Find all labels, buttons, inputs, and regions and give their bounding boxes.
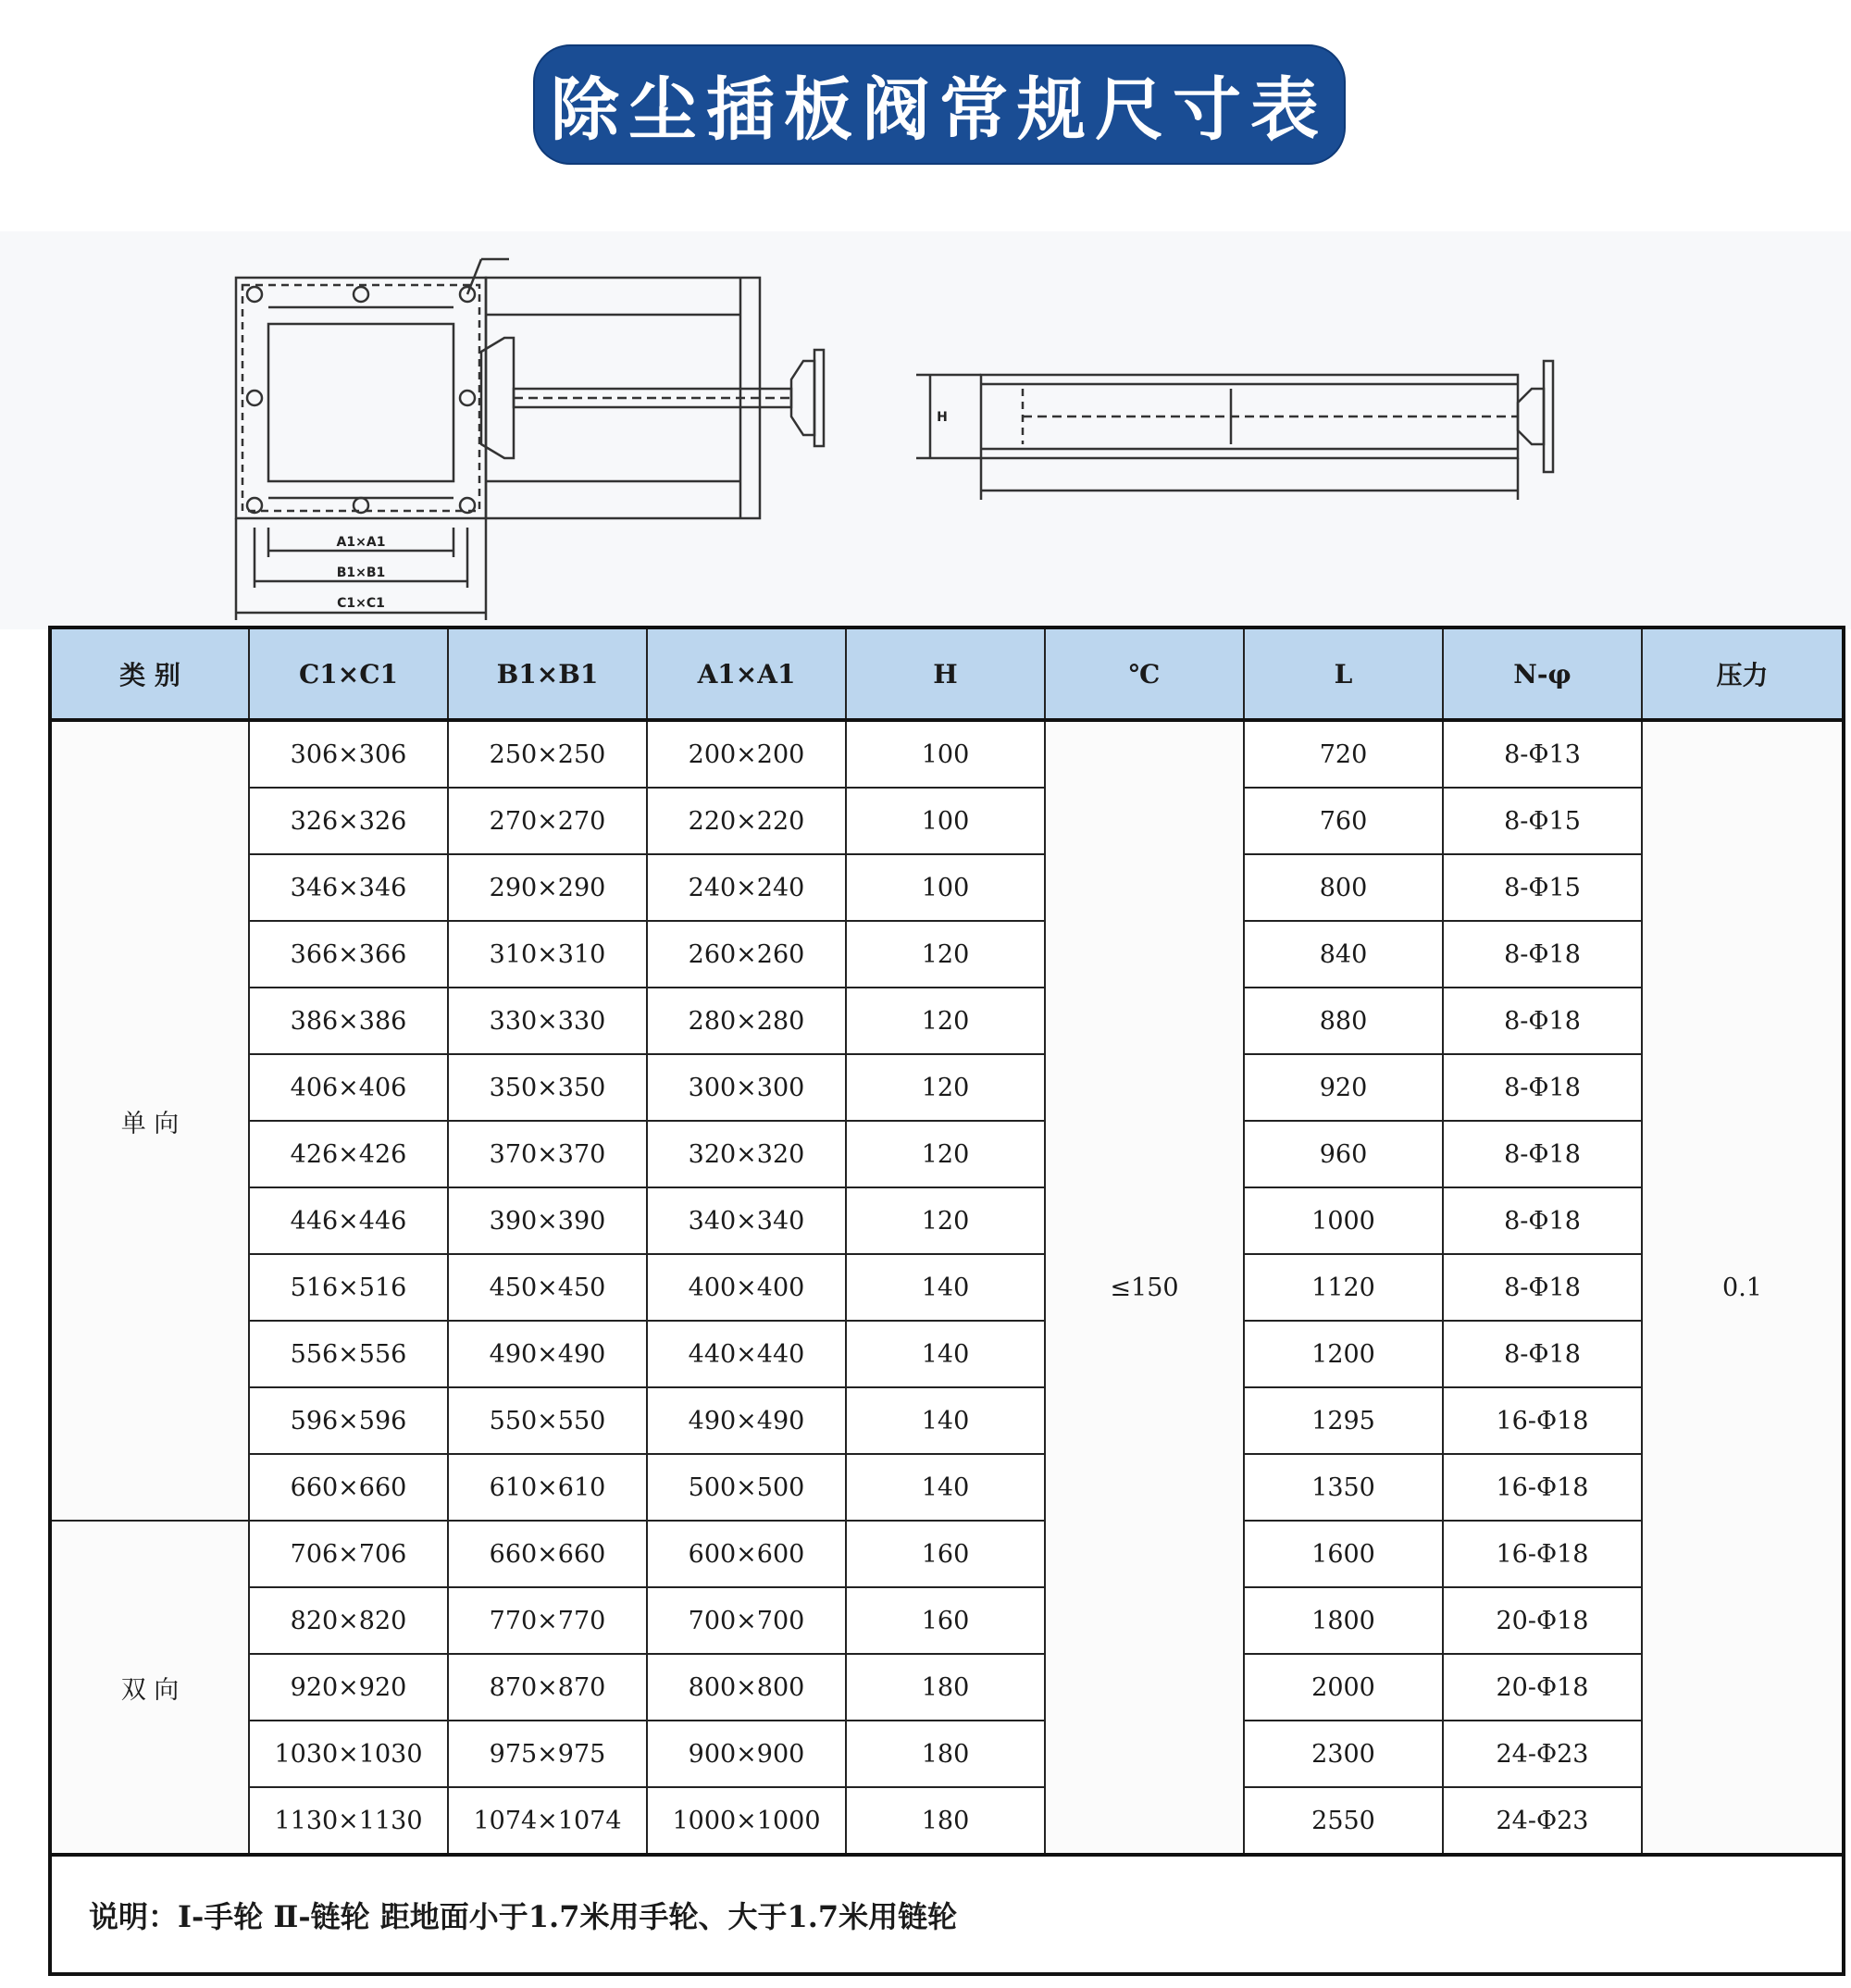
table-cell: 326×326 <box>249 788 448 854</box>
table-cell: 1130×1130 <box>249 1787 448 1855</box>
column-header: ℃ <box>1045 627 1244 720</box>
table-cell: 8-Φ18 <box>1443 1187 1642 1254</box>
table-cell: 280×280 <box>647 988 846 1054</box>
table-cell: 350×350 <box>448 1054 647 1121</box>
table-row <box>50 1387 1844 1454</box>
page-title: 除尘插板阀常规尺寸表 <box>533 44 1346 165</box>
table-cell: 140 <box>846 1454 1045 1521</box>
table-cell: 975×975 <box>448 1721 647 1787</box>
table-cell: 516×516 <box>249 1254 448 1321</box>
category-cell: 单 向 <box>50 720 249 1521</box>
table-cell: 920 <box>1244 1054 1443 1121</box>
table-cell: 556×556 <box>249 1321 448 1387</box>
table-row <box>50 988 1844 1054</box>
table-cell: 870×870 <box>448 1654 647 1721</box>
table-cell: 8-Φ18 <box>1443 1254 1642 1321</box>
table-cell: 8-Φ18 <box>1443 1121 1642 1187</box>
table-cell: 8-Φ13 <box>1443 720 1642 788</box>
table-cell: 660×660 <box>448 1521 647 1587</box>
table-row <box>50 1587 1844 1654</box>
table-cell: 1000 <box>1244 1187 1443 1254</box>
table-cell: 180 <box>846 1787 1045 1855</box>
table-cell: 440×440 <box>647 1321 846 1387</box>
dim-label-h: H <box>937 410 948 425</box>
table-cell: 800 <box>1244 854 1443 921</box>
table-cell: 100 <box>846 854 1045 921</box>
table-cell: 426×426 <box>249 1121 448 1187</box>
table-cell: 346×346 <box>249 854 448 921</box>
table-cell: 1350 <box>1244 1454 1443 1521</box>
table-cell: 550×550 <box>448 1387 647 1454</box>
table-cell: 306×306 <box>249 720 448 788</box>
table-row <box>50 720 1844 788</box>
table-row <box>50 921 1844 988</box>
column-header: L <box>1244 627 1443 720</box>
table-cell: 8-Φ18 <box>1443 921 1642 988</box>
dimension-table <box>48 626 1845 1976</box>
table-cell: 490×490 <box>647 1387 846 1454</box>
table-cell: 8-Φ18 <box>1443 1321 1642 1387</box>
table-cell: 200×200 <box>647 720 846 788</box>
table-row <box>50 854 1844 921</box>
table-cell: 1030×1030 <box>249 1721 448 1787</box>
column-header: B1×B1 <box>448 627 647 720</box>
column-header: 压力 <box>1642 627 1844 720</box>
pressure-cell: 0.1 <box>1642 720 1844 1855</box>
table-cell: 1200 <box>1244 1321 1443 1387</box>
table-row <box>50 788 1844 854</box>
table-cell: 180 <box>846 1721 1045 1787</box>
technical-drawing <box>0 231 1851 629</box>
table-cell: 770×770 <box>448 1587 647 1654</box>
table-cell: 120 <box>846 1121 1045 1187</box>
column-header: H <box>846 627 1045 720</box>
table-cell: 2300 <box>1244 1721 1443 1787</box>
table-row <box>50 1254 1844 1321</box>
table-cell: 880 <box>1244 988 1443 1054</box>
table-cell: 140 <box>846 1387 1045 1454</box>
table-cell: 100 <box>846 788 1045 854</box>
valve-drawing <box>0 231 1851 629</box>
table-row <box>50 1454 1844 1521</box>
table-cell: 320×320 <box>647 1121 846 1187</box>
table-cell: 140 <box>846 1254 1045 1321</box>
table-cell: 290×290 <box>448 854 647 921</box>
table-cell: 1000×1000 <box>647 1787 846 1855</box>
table-cell: 120 <box>846 921 1045 988</box>
table-cell: 160 <box>846 1587 1045 1654</box>
column-header: N-φ <box>1443 627 1642 720</box>
table-cell: 250×250 <box>448 720 647 788</box>
table-cell: 490×490 <box>448 1321 647 1387</box>
table-cell: 8-Φ15 <box>1443 788 1642 854</box>
table-row <box>50 1054 1844 1121</box>
table-cell: 920×920 <box>249 1654 448 1721</box>
temperature-cell: ≤150 <box>1045 720 1244 1855</box>
column-header: A1×A1 <box>647 627 846 720</box>
dim-label-c1: C1×C1 <box>337 596 385 611</box>
front-flange-dashed <box>242 285 479 511</box>
table-cell: 160 <box>846 1521 1045 1587</box>
table-cell: 260×260 <box>647 921 846 988</box>
table-row <box>50 1721 1844 1787</box>
category-cell: 双 向 <box>50 1521 249 1855</box>
table-cell: 1074×1074 <box>448 1787 647 1855</box>
table-cell: 340×340 <box>647 1187 846 1254</box>
table-cell: 270×270 <box>448 788 647 854</box>
table-cell: 596×596 <box>249 1387 448 1454</box>
table-cell: 820×820 <box>249 1587 448 1654</box>
table-cell: 450×450 <box>448 1254 647 1321</box>
table-cell: 2550 <box>1244 1787 1443 1855</box>
table-cell: 20-Φ18 <box>1443 1587 1642 1654</box>
table-cell: 390×390 <box>448 1187 647 1254</box>
table-cell: 2000 <box>1244 1654 1443 1721</box>
table-cell: 120 <box>846 1187 1045 1254</box>
table-cell: 16-Φ18 <box>1443 1387 1642 1454</box>
table-cell: 24-Φ23 <box>1443 1721 1642 1787</box>
table-cell: 700×700 <box>647 1587 846 1654</box>
table-cell: 1295 <box>1244 1387 1443 1454</box>
table-cell: 240×240 <box>647 854 846 921</box>
table-row <box>50 1521 1844 1587</box>
table-cell: 120 <box>846 1054 1045 1121</box>
table-cell: 220×220 <box>647 788 846 854</box>
table-cell: 760 <box>1244 788 1443 854</box>
note-row <box>50 1855 1844 1974</box>
note-text: 说明：Ⅰ-手轮 Ⅱ-链轮 距地面小于1.7米用手轮、大于1.7米用链轮 <box>50 1855 1844 1974</box>
table-cell: 840 <box>1244 921 1443 988</box>
table-cell: 370×370 <box>448 1121 647 1187</box>
table-cell: 310×310 <box>448 921 647 988</box>
table-cell: 386×386 <box>249 988 448 1054</box>
table-cell: 300×300 <box>647 1054 846 1121</box>
table-cell: 600×600 <box>647 1521 846 1587</box>
table-cell: 140 <box>846 1321 1045 1387</box>
table-header-row <box>50 627 1844 720</box>
table-cell: 330×330 <box>448 988 647 1054</box>
table-row <box>50 1654 1844 1721</box>
table-cell: 900×900 <box>647 1721 846 1787</box>
table-row <box>50 1187 1844 1254</box>
table-cell: 500×500 <box>647 1454 846 1521</box>
table-cell: 120 <box>846 988 1045 1054</box>
dim-label-a1: A1×A1 <box>336 535 386 550</box>
table-cell: 446×446 <box>249 1187 448 1254</box>
table-cell: 800×800 <box>647 1654 846 1721</box>
table-cell: 20-Φ18 <box>1443 1654 1642 1721</box>
table-cell: 24-Φ23 <box>1443 1787 1642 1855</box>
table-row <box>50 1787 1844 1855</box>
table-cell: 706×706 <box>249 1521 448 1587</box>
column-header: C1×C1 <box>249 627 448 720</box>
table-cell: 720 <box>1244 720 1443 788</box>
table-cell: 8-Φ18 <box>1443 1054 1642 1121</box>
table-cell: 1120 <box>1244 1254 1443 1321</box>
table-cell: 1600 <box>1244 1521 1443 1587</box>
table-row <box>50 1121 1844 1187</box>
table-cell: 180 <box>846 1654 1045 1721</box>
table-cell: 366×366 <box>249 921 448 988</box>
table-cell: 610×610 <box>448 1454 647 1521</box>
dim-label-b1: B1×B1 <box>336 565 386 580</box>
table-cell: 8-Φ15 <box>1443 854 1642 921</box>
table-cell: 1800 <box>1244 1587 1443 1654</box>
table-cell: 400×400 <box>647 1254 846 1321</box>
table-cell: 406×406 <box>249 1054 448 1121</box>
table-cell: 100 <box>846 720 1045 788</box>
table-cell: 8-Φ18 <box>1443 988 1642 1054</box>
front-opening <box>268 324 453 481</box>
table-cell: 16-Φ18 <box>1443 1454 1642 1521</box>
table-cell: 16-Φ18 <box>1443 1521 1642 1587</box>
table-row <box>50 1321 1844 1387</box>
table-cell: 960 <box>1244 1121 1443 1187</box>
table-cell: 660×660 <box>249 1454 448 1521</box>
column-header: 类 别 <box>50 627 249 720</box>
